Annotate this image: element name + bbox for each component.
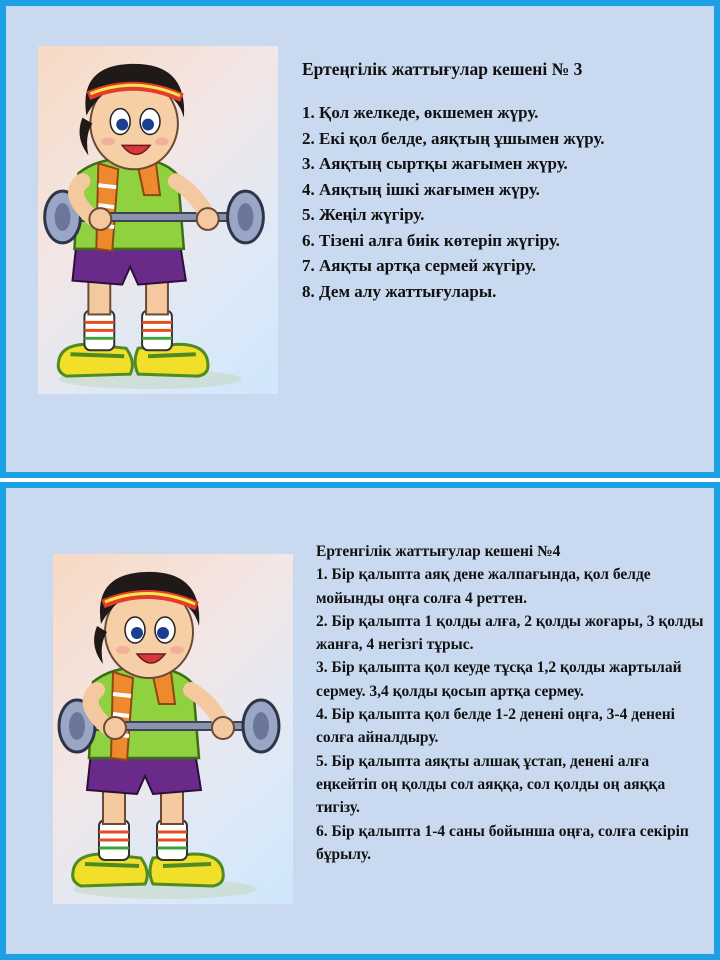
list-item: 4. Бір қалыпта қол белде 1-2 денені оңға, 3-4 денені солға айналдыру. bbox=[316, 706, 675, 747]
slide-title: Ертенгілік жаттығулар кешені №4 bbox=[316, 543, 561, 560]
boy-lifting-barbell-illustration bbox=[53, 554, 293, 904]
exercise-list bbox=[316, 540, 706, 866]
boy-barbell-icon bbox=[38, 46, 278, 394]
exercise-list bbox=[302, 56, 692, 304]
list-item: 1. Бір қалыпта аяқ дене жалпағында, қол белде мойынды оңға солға 4 реттен. bbox=[316, 566, 651, 607]
list-item: 5. Жеңіл жүгіру. bbox=[302, 205, 425, 224]
list-item: 6. Тізені алға биік көтеріп жүгіру. bbox=[302, 230, 560, 250]
list-item: 2. Екі қол белде, аяқтың ұшымен жүру. bbox=[302, 128, 605, 148]
list-item: 3. Бір қалыпта қол кеуде тұсқа 1,2 қолды жартылай сермеу. 3,4 қолды қосып артқа сермеу. bbox=[316, 659, 682, 700]
list-item: 4. Аяқтың ішкі жағымен жүру. bbox=[302, 179, 540, 199]
list-item: 1. Қол желкеде, өкшемен жүру. bbox=[302, 103, 539, 122]
list-item: 5. Бір қалыпта аяқты алшақ ұстап, денені алға еңкейтіп оң қолды сол аяққа, сол қолды оң аяққа тигізу. bbox=[316, 752, 666, 817]
boy-barbell-icon bbox=[53, 554, 293, 904]
slide-2 bbox=[0, 482, 720, 960]
list-item: 3. Аяқтың сыртқы жағымен жүру. bbox=[302, 154, 568, 173]
list-item: 6. Бір қалыпта 1-4 саны бойынша оңға, солға секіріп бұрылу. bbox=[316, 822, 689, 863]
list-item: 2. Бір қалыпта 1 қолды алға, 2 қолды жоғары, 3 қолды жанға, 4 негізгі тұрыс. bbox=[316, 612, 704, 654]
list-item: 8. Дем алу жаттығулары. bbox=[302, 281, 497, 301]
slide-title: Ертеңгілік жаттығулар кешені № 3 bbox=[302, 59, 583, 79]
list-item: 7. Аяқты артқа сермей жүгіру. bbox=[302, 256, 536, 275]
boy-lifting-barbell-illustration bbox=[38, 46, 278, 394]
slide-1 bbox=[0, 0, 720, 478]
